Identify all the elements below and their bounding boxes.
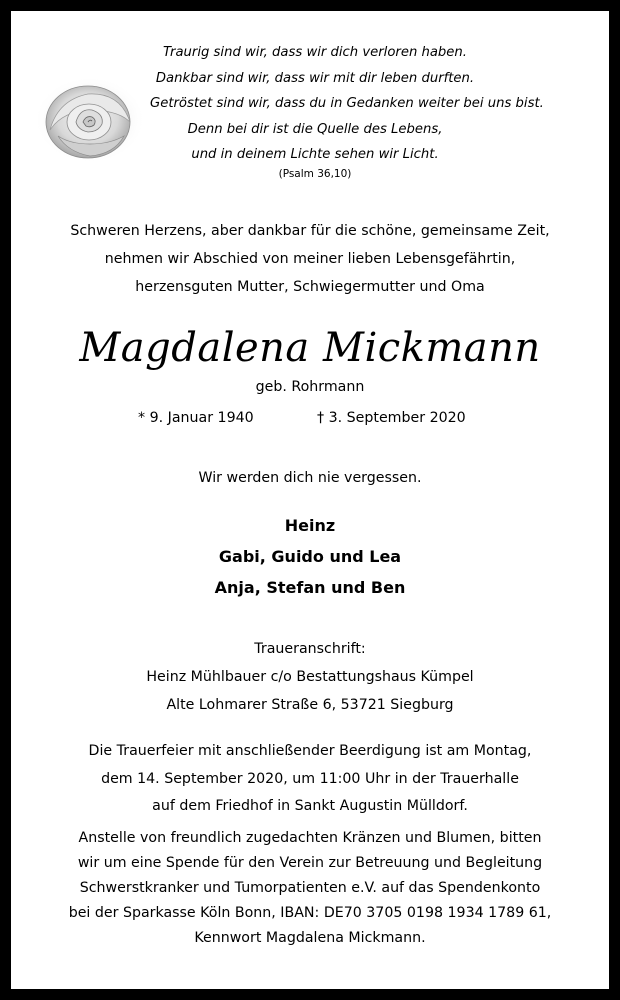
poem-source: (Psalm 36,10) xyxy=(278,168,352,180)
intro-line: herzensguten Mutter, Schwiegermutter und Oma xyxy=(135,279,485,295)
donation-line: Anstelle von freundlich zugedachten Kränzen und Blumen, bitten xyxy=(78,830,542,846)
mourner-line: Anja, Stefan und Ben xyxy=(214,578,406,597)
mourning-address xyxy=(20,635,600,719)
address-line: Traueranschrift: xyxy=(254,641,366,657)
mourner-line: Heinz xyxy=(284,516,336,535)
death-date: † 3. September 2020 xyxy=(317,410,466,426)
intro-line: nehmen wir Abschied von meiner lieben Lebensgefährtin, xyxy=(104,251,516,267)
donation-line: bei der Sparkasse Köln Bonn, IBAN: DE70 3705 0198 1934 1789 61, xyxy=(68,905,552,921)
birth-date: * 9. Januar 1940 xyxy=(138,410,254,426)
funeral-service-info xyxy=(20,738,600,821)
birth-name: geb. Rohrmann xyxy=(255,379,365,395)
poem-line: Dankbar sind wir, dass wir mit dir leben durften. xyxy=(155,70,475,86)
donation-line: wir um eine Spende für den Verein zur Betreuung und Begleitung xyxy=(77,855,543,871)
address-line: Alte Lohmarer Straße 6, 53721 Siegburg xyxy=(166,697,454,713)
service-line: dem 14. September 2020, um 11:00 Uhr in der Trauerhalle xyxy=(101,770,519,787)
remembrance-text: Wir werden dich nie vergessen. xyxy=(198,470,422,486)
poem-line: Denn bei dir ist die Quelle des Lebens, xyxy=(187,121,443,137)
service-line: auf dem Friedhof in Sankt Augustin Mülldorf. xyxy=(152,798,468,814)
mourners-list xyxy=(20,510,600,603)
donation-line: Kennwort Magdalena Mickmann. xyxy=(194,930,426,946)
service-line: Die Trauerfeier mit anschließender Beerdigung ist am Montag, xyxy=(88,743,532,759)
deceased-name: Magdalena Mickmann xyxy=(79,325,541,371)
intro-line: Schweren Herzens, aber dankbar für die schöne, gemeinsame Zeit, xyxy=(70,223,550,239)
donation-line: Schwerstkranker und Tumorpatienten e.V. auf das Spendenkonto xyxy=(79,880,541,896)
intro-text xyxy=(20,217,600,301)
address-line: Heinz Mühlbauer c/o Bestattungshaus Kümpel xyxy=(146,669,474,685)
poem-line: und in deinem Lichte sehen wir Licht. xyxy=(191,147,439,162)
rose-image xyxy=(28,70,146,166)
poem-line: Getröstet sind wir, dass du in Gedanken weiter bei uns bist. xyxy=(150,96,544,111)
poem xyxy=(150,40,544,168)
mourner-line: Gabi, Guido und Lea xyxy=(218,547,402,566)
donation-request xyxy=(20,826,600,951)
poem-line: Traurig sind wir, dass wir dich verloren haben. xyxy=(163,45,467,60)
